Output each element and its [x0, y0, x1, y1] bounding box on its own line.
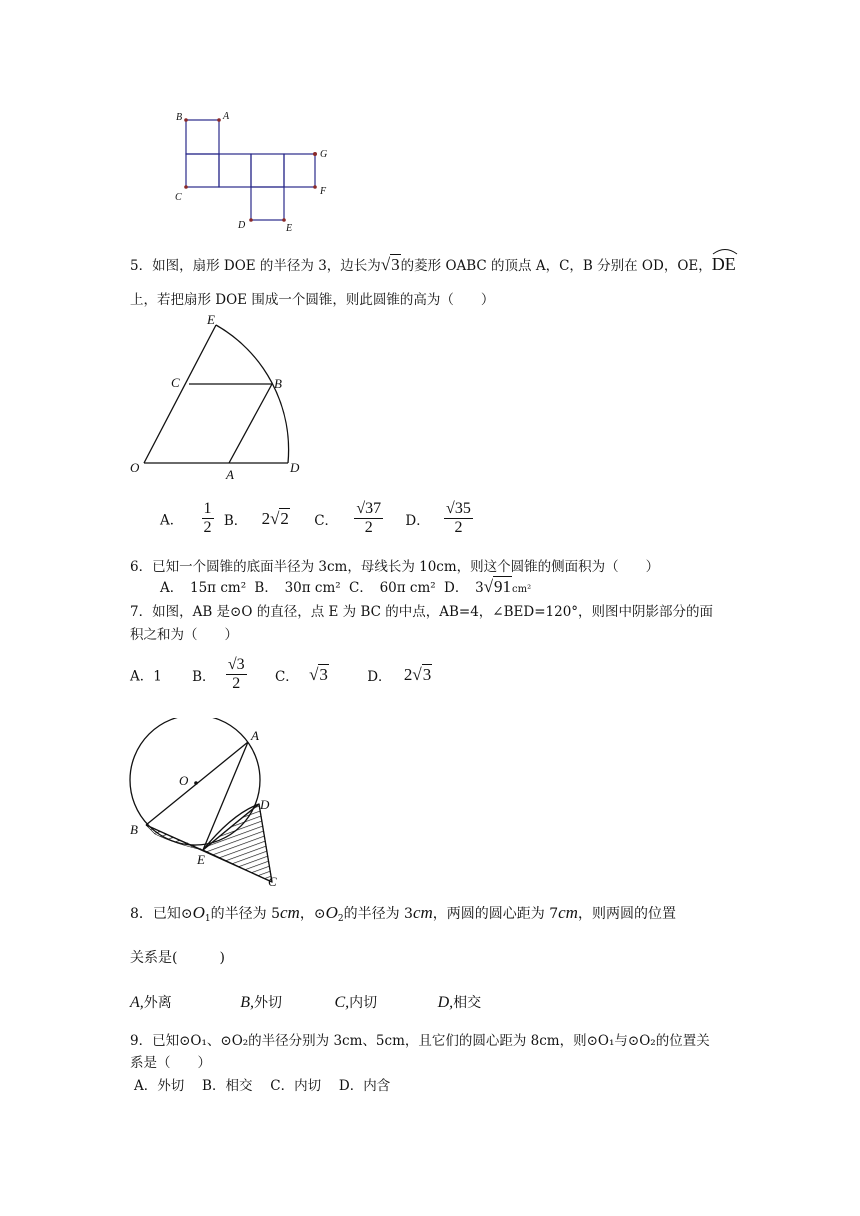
- circle-label-e: E: [197, 852, 205, 867]
- q7-line1: 7．如图，AB 是⊙O 的直径，点 E 为 BC 的中点，AB=4，∠BED=120°，则图中阴影部分的面: [130, 604, 714, 620]
- sector-figure: [125, 310, 315, 485]
- circle-label-c: C: [268, 874, 277, 889]
- q5-opt-d-label: D．: [405, 512, 430, 529]
- circle-label-d: D: [260, 797, 270, 812]
- q5-opt-a-value: $\frac{1}{2}$: [203, 500, 212, 536]
- q5-line2: 上，若把扇形 DOE 围成一个圆锥，则此圆锥的高为（ ）: [130, 292, 495, 308]
- q6-opt-c: C． 60π cm²: [349, 580, 436, 596]
- q5-line1-text-a: 5．如图，扇形 DOE 的半径为 3，边长为: [130, 258, 381, 274]
- circle-figure: [120, 718, 290, 893]
- q8-line2: 关系是( ): [130, 950, 225, 966]
- q6-opt-a: A． 15π cm²: [160, 580, 247, 596]
- q7-opt-a: A．1: [130, 668, 162, 685]
- q7-opt-b-label: B．: [192, 668, 216, 685]
- sector-label-e: E: [207, 312, 215, 327]
- net-label-f: F: [320, 186, 327, 197]
- q5-opt-b-value: 2√2: [261, 508, 289, 528]
- net-label-e: E: [286, 223, 293, 234]
- q5-arc-de: DE: [712, 254, 736, 274]
- q5-opt-a-label: A．: [160, 512, 184, 529]
- q6-options: [160, 577, 531, 600]
- q8-options: A,外离 B,外切 C,内切 D,相交: [130, 994, 482, 1011]
- q5-options: [160, 500, 473, 544]
- q9-line1: 9．已知⊙O₁、⊙O₂的半径分别为 3cm、5cm，且它们的圆心距为 8cm，则⊙O₁与⊙O₂的位置关: [130, 1033, 710, 1049]
- q6-opt-b: B． 30π cm²: [254, 580, 341, 596]
- q7-opt-c-label: C．: [274, 668, 299, 685]
- q7-options: [130, 656, 432, 700]
- q7-opt-c-value: √3: [309, 664, 328, 684]
- q6-stem: 6．已知一个圆锥的底面半径为 3cm，母线长为 10cm，则这个圆锥的侧面积为（ ）: [130, 559, 660, 575]
- q7-opt-d-label: D．: [367, 668, 392, 685]
- net-label-g: G: [320, 149, 328, 160]
- net-label-d: D: [238, 220, 246, 231]
- net-label-b: B: [176, 112, 183, 123]
- cube-net-figure: [170, 108, 340, 236]
- circle-label-b: B: [130, 822, 138, 837]
- q5-sqrt3: √3: [380, 255, 400, 274]
- sector-label-b: B: [274, 376, 282, 391]
- q9-line2: 系是（ ）: [130, 1055, 211, 1071]
- sector-label-a: A: [226, 467, 234, 482]
- circle-label-o: O: [179, 773, 189, 788]
- q5-opt-d-value: $\frac{√35}{2}$: [446, 500, 471, 536]
- q7-opt-b-value: $\frac{√3}{2}$: [227, 656, 245, 692]
- q5-line1-text-b: 的菱形 OABC 的顶点 A，C，B 分别在 OD，OE，: [400, 258, 712, 274]
- q8-line1: 8．已知$⊙O_1$的半径为 5cm，$⊙O_2$的半径为 3cm，两圆的圆心距为 7cm，则两圆的位置: [130, 903, 676, 924]
- q7-opt-d-value: 2√3: [403, 664, 432, 684]
- sector-label-d: D: [290, 460, 300, 475]
- q9-options: A．外切 B．相交 C．内切 D．内含: [134, 1078, 391, 1094]
- circle-label-a: A: [251, 728, 259, 743]
- net-label-a: A: [223, 111, 230, 122]
- q7-line2: 积之和为（ ）: [130, 627, 238, 643]
- q5-opt-b-label: B．: [223, 512, 248, 529]
- q5-opt-c-value: $\frac{√37}{2}$: [356, 500, 382, 536]
- sector-label-o: O: [130, 460, 140, 475]
- q5-opt-c-label: C．: [314, 512, 339, 529]
- q6-opt-d: D． 3√91cm²: [444, 577, 532, 596]
- sector-label-c: C: [171, 375, 180, 390]
- q5-line1: [130, 254, 736, 276]
- net-label-c: C: [175, 192, 182, 203]
